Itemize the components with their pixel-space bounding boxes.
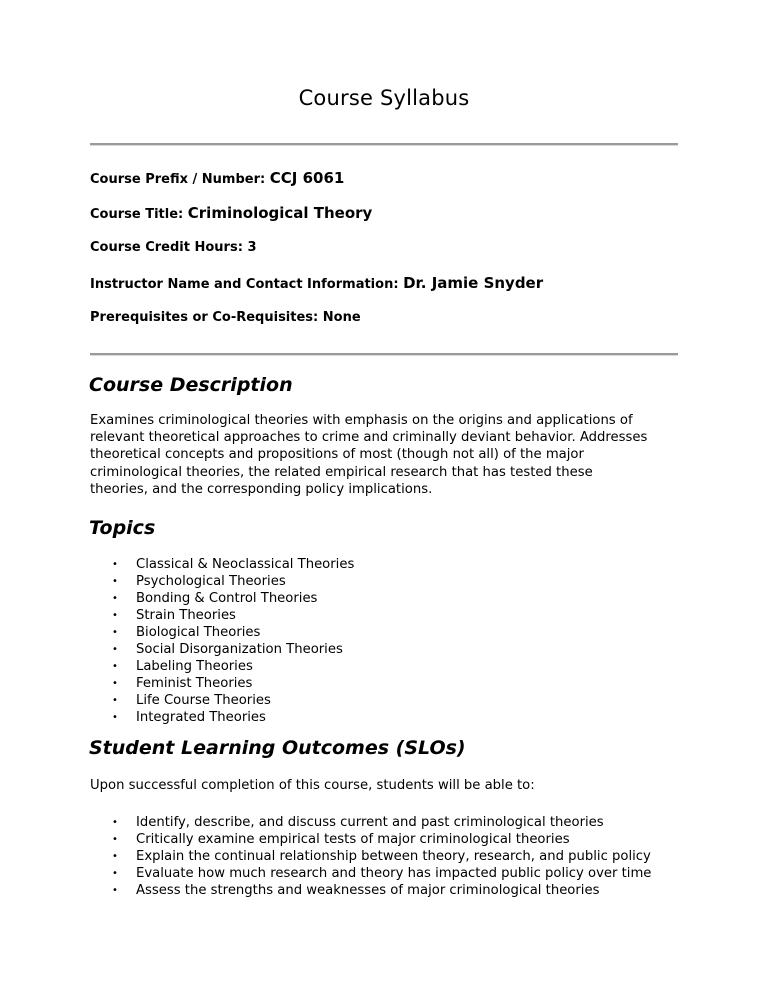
bullet-icon: • xyxy=(112,678,118,689)
topic-text: Biological Theories xyxy=(136,625,261,640)
outcomes-heading: Student Learning Outcomes (SLOs) xyxy=(89,737,466,759)
horizontal-rule-bottom xyxy=(90,353,678,356)
list-item xyxy=(90,658,354,675)
course-title-value: Criminological Theory xyxy=(187,204,373,222)
course-prefix-label: Course Prefix / Number: xyxy=(90,172,266,187)
topic-text: Psychological Theories xyxy=(136,574,286,589)
instructor-field xyxy=(90,274,543,292)
topic-text: Bonding & Control Theories xyxy=(136,591,318,606)
outcomes-list xyxy=(90,814,651,899)
topic-text: Integrated Theories xyxy=(136,710,266,725)
topic-text: Labeling Theories xyxy=(136,659,253,674)
list-item xyxy=(90,573,354,590)
description-line: criminological theories, the related empirical research that has tested these xyxy=(90,464,593,480)
bullet-icon: • xyxy=(112,610,118,621)
bullet-icon: • xyxy=(112,661,118,672)
description-line: theoretical concepts and propositions of most (though not all) of the major xyxy=(90,447,584,463)
list-item xyxy=(90,814,651,831)
bullet-icon: • xyxy=(112,576,118,587)
instructor-label: Instructor Name and Contact Information: xyxy=(90,277,399,292)
outcome-text: Identify, describe, and discuss current and past criminological theories xyxy=(136,815,604,830)
bullet-icon: • xyxy=(112,644,118,655)
list-item xyxy=(90,709,354,726)
outcome-text: Critically examine empirical tests of major criminological theories xyxy=(136,832,570,847)
topics-heading: Topics xyxy=(89,517,156,539)
bullet-icon: • xyxy=(112,695,118,706)
outcome-text: Assess the strengths and weaknesses of major criminological theories xyxy=(136,883,600,898)
credit-hours-value: 3 xyxy=(247,240,257,255)
description-line: theories, and the corresponding policy implications. xyxy=(90,481,433,497)
outcomes-intro: Upon successful completion of this course, students will be able to: xyxy=(90,778,535,793)
bullet-icon: • xyxy=(112,851,118,862)
bullet-icon: • xyxy=(112,559,118,570)
bullet-icon: • xyxy=(112,885,118,896)
list-item xyxy=(90,692,354,709)
course-title-field xyxy=(90,204,372,222)
list-item xyxy=(90,641,354,658)
bullet-icon: • xyxy=(112,593,118,604)
outcome-text: Explain the continual relationship between theory, research, and public policy xyxy=(136,849,651,864)
list-item xyxy=(90,675,354,692)
prerequisites-value: None xyxy=(322,310,361,325)
list-item xyxy=(90,556,354,573)
topic-text: Feminist Theories xyxy=(136,676,253,691)
course-prefix-field xyxy=(90,169,344,187)
credit-hours-field xyxy=(90,240,256,255)
prerequisites-label: Prerequisites or Co-Requisites: xyxy=(90,310,319,325)
list-item xyxy=(90,848,651,865)
outcome-text: Evaluate how much research and theory has impacted public policy over time xyxy=(136,866,652,881)
description-paragraph xyxy=(90,412,690,498)
list-item xyxy=(90,590,354,607)
topic-text: Classical & Neoclassical Theories xyxy=(136,557,355,572)
topics-list xyxy=(90,556,354,726)
instructor-value: Dr. Jamie Snyder xyxy=(403,274,544,292)
bullet-icon: • xyxy=(112,868,118,879)
horizontal-rule-top xyxy=(90,143,678,146)
bullet-icon: • xyxy=(112,834,118,845)
list-item xyxy=(90,624,354,641)
topic-text: Life Course Theories xyxy=(136,693,271,708)
bullet-icon: • xyxy=(112,712,118,723)
bullet-icon: • xyxy=(112,817,118,828)
list-item xyxy=(90,607,354,624)
list-item xyxy=(90,865,651,882)
course-prefix-value: CCJ 6061 xyxy=(269,169,345,187)
description-line: Examines criminological theories with emphasis on the origins and applications of xyxy=(90,413,633,428)
topic-text: Social Disorganization Theories xyxy=(136,642,343,657)
list-item xyxy=(90,831,651,848)
prerequisites-field xyxy=(90,310,361,325)
topic-text: Strain Theories xyxy=(136,608,236,623)
description-line: relevant theoretical approaches to crime and criminally deviant behavior. Addresses xyxy=(90,430,648,446)
bullet-icon: • xyxy=(112,627,118,638)
page-title: Course Syllabus xyxy=(298,86,470,110)
description-heading: Course Description xyxy=(89,374,293,396)
credit-hours-label: Course Credit Hours: xyxy=(90,240,243,255)
course-title-label: Course Title: xyxy=(90,207,184,222)
list-item xyxy=(90,882,651,899)
